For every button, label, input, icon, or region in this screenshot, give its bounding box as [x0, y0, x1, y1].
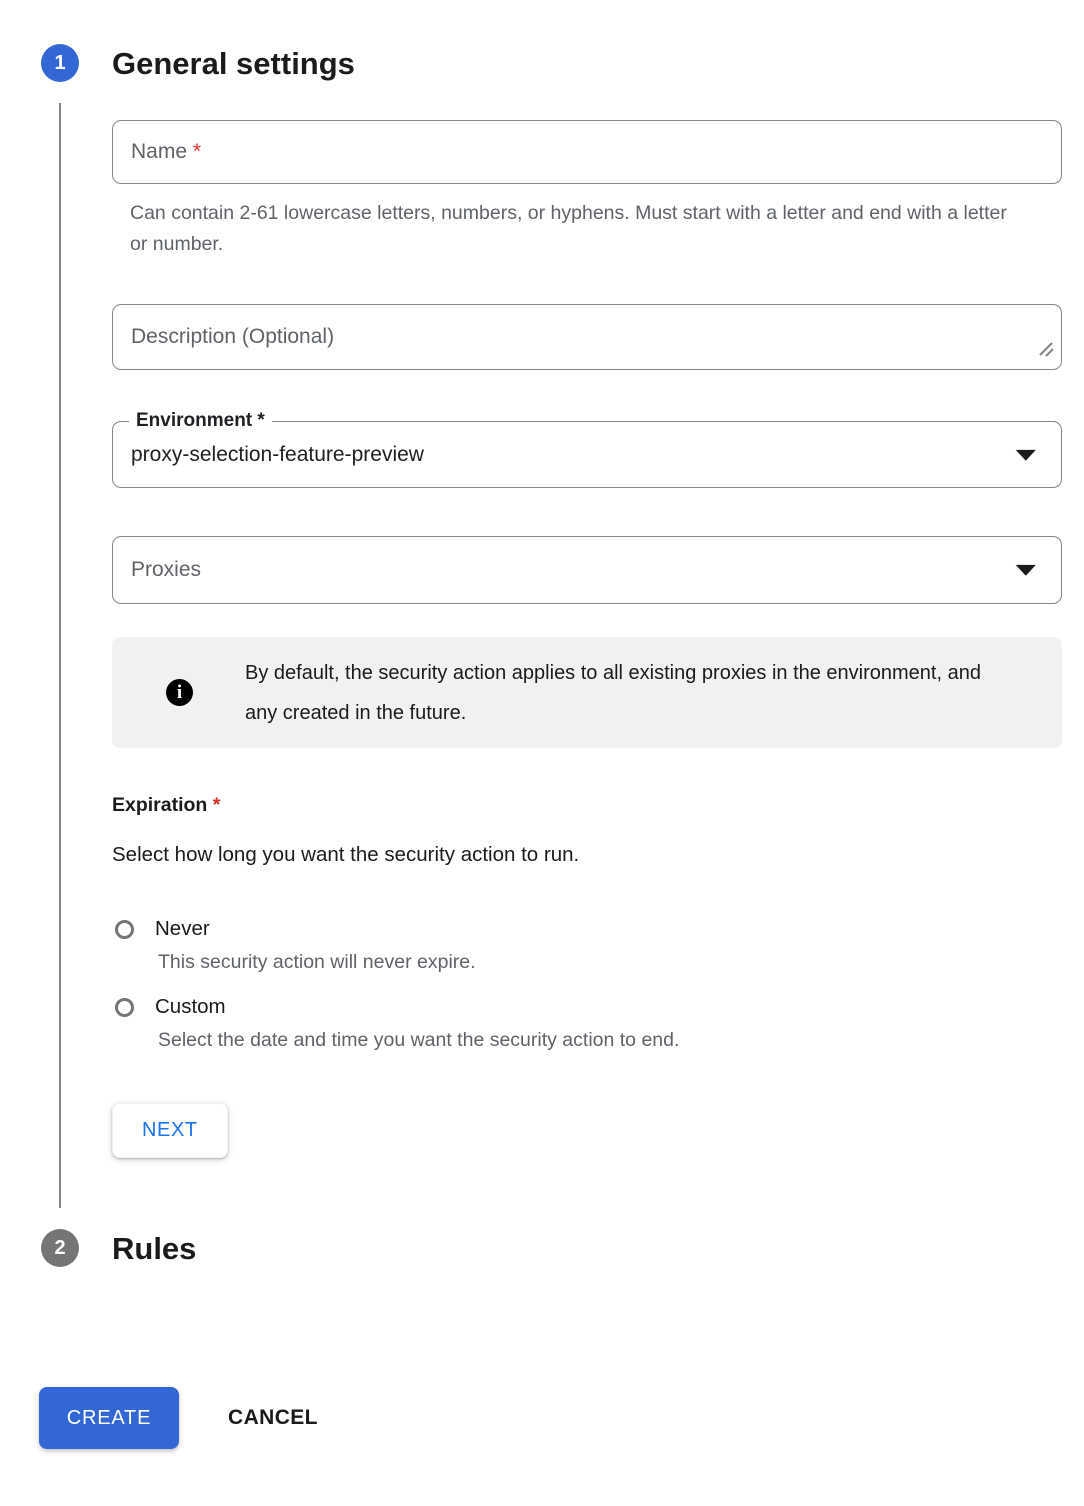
next-button[interactable]: NEXT — [112, 1103, 228, 1158]
resize-handle-icon[interactable] — [1038, 341, 1054, 362]
expiration-option-custom — [112, 995, 1062, 1052]
step-1-title: General settings — [112, 46, 355, 81]
radio-button-icon[interactable] — [115, 998, 134, 1017]
step-2-badge: 2 — [41, 1229, 79, 1267]
expiration-radio-group — [112, 917, 1062, 1052]
step-2-title: Rules — [112, 1231, 197, 1266]
radio-custom[interactable] — [112, 995, 1062, 1019]
dropdown-caret-icon: ▼ — [1015, 561, 1037, 578]
required-asterisk: * — [257, 410, 265, 431]
description-placeholder: Description (Optional) — [131, 325, 335, 348]
required-asterisk: * — [192, 140, 202, 163]
info-banner — [112, 637, 1062, 748]
name-input-label: Name * — [131, 140, 202, 163]
step-1-badge: 1 — [41, 44, 79, 82]
step-general-settings — [39, 44, 1062, 1208]
name-helper-text: Can contain 2-61 lowercase letters, numbers, or hyphens. Must start with a letter and end with a letter or number. — [130, 202, 1007, 255]
description-textarea[interactable] — [112, 304, 1062, 370]
radio-custom-label: Custom — [155, 995, 226, 1018]
stepper-rail — [39, 44, 112, 1208]
name-input[interactable] — [112, 120, 1062, 184]
dropdown-caret-icon: ▼ — [1015, 446, 1037, 463]
stepper-rail-line — [59, 103, 61, 1208]
radio-never-label: Never — [155, 917, 210, 940]
radio-never[interactable] — [112, 917, 1062, 941]
radio-never-description: This security action will never expire. — [158, 951, 476, 973]
environment-select[interactable] — [112, 410, 1062, 488]
proxies-select[interactable] — [112, 536, 1062, 604]
radio-custom-description: Select the date and time you want the security action to end. — [158, 1029, 680, 1051]
expiration-description: Select how long you want the security action to run. — [112, 843, 580, 866]
required-asterisk: * — [212, 794, 221, 816]
stepper-rail — [39, 1229, 112, 1269]
info-icon: i — [166, 679, 193, 706]
step-rules — [39, 1229, 1062, 1269]
expiration-label: Expiration * — [112, 794, 221, 816]
environment-selected-value: proxy-selection-feature-preview — [131, 442, 424, 466]
form-actions — [39, 1387, 1062, 1449]
info-banner-text: By default, the security action applies to all existing proxies in the environment, and any created in the future. — [245, 661, 981, 724]
create-button[interactable]: CREATE — [39, 1387, 179, 1449]
environment-label: Environment * — [129, 408, 272, 434]
expiration-option-never — [112, 917, 1062, 974]
radio-button-icon[interactable] — [115, 920, 134, 939]
cancel-button[interactable]: CANCEL — [228, 1406, 318, 1429]
proxies-placeholder: Proxies — [131, 558, 202, 581]
